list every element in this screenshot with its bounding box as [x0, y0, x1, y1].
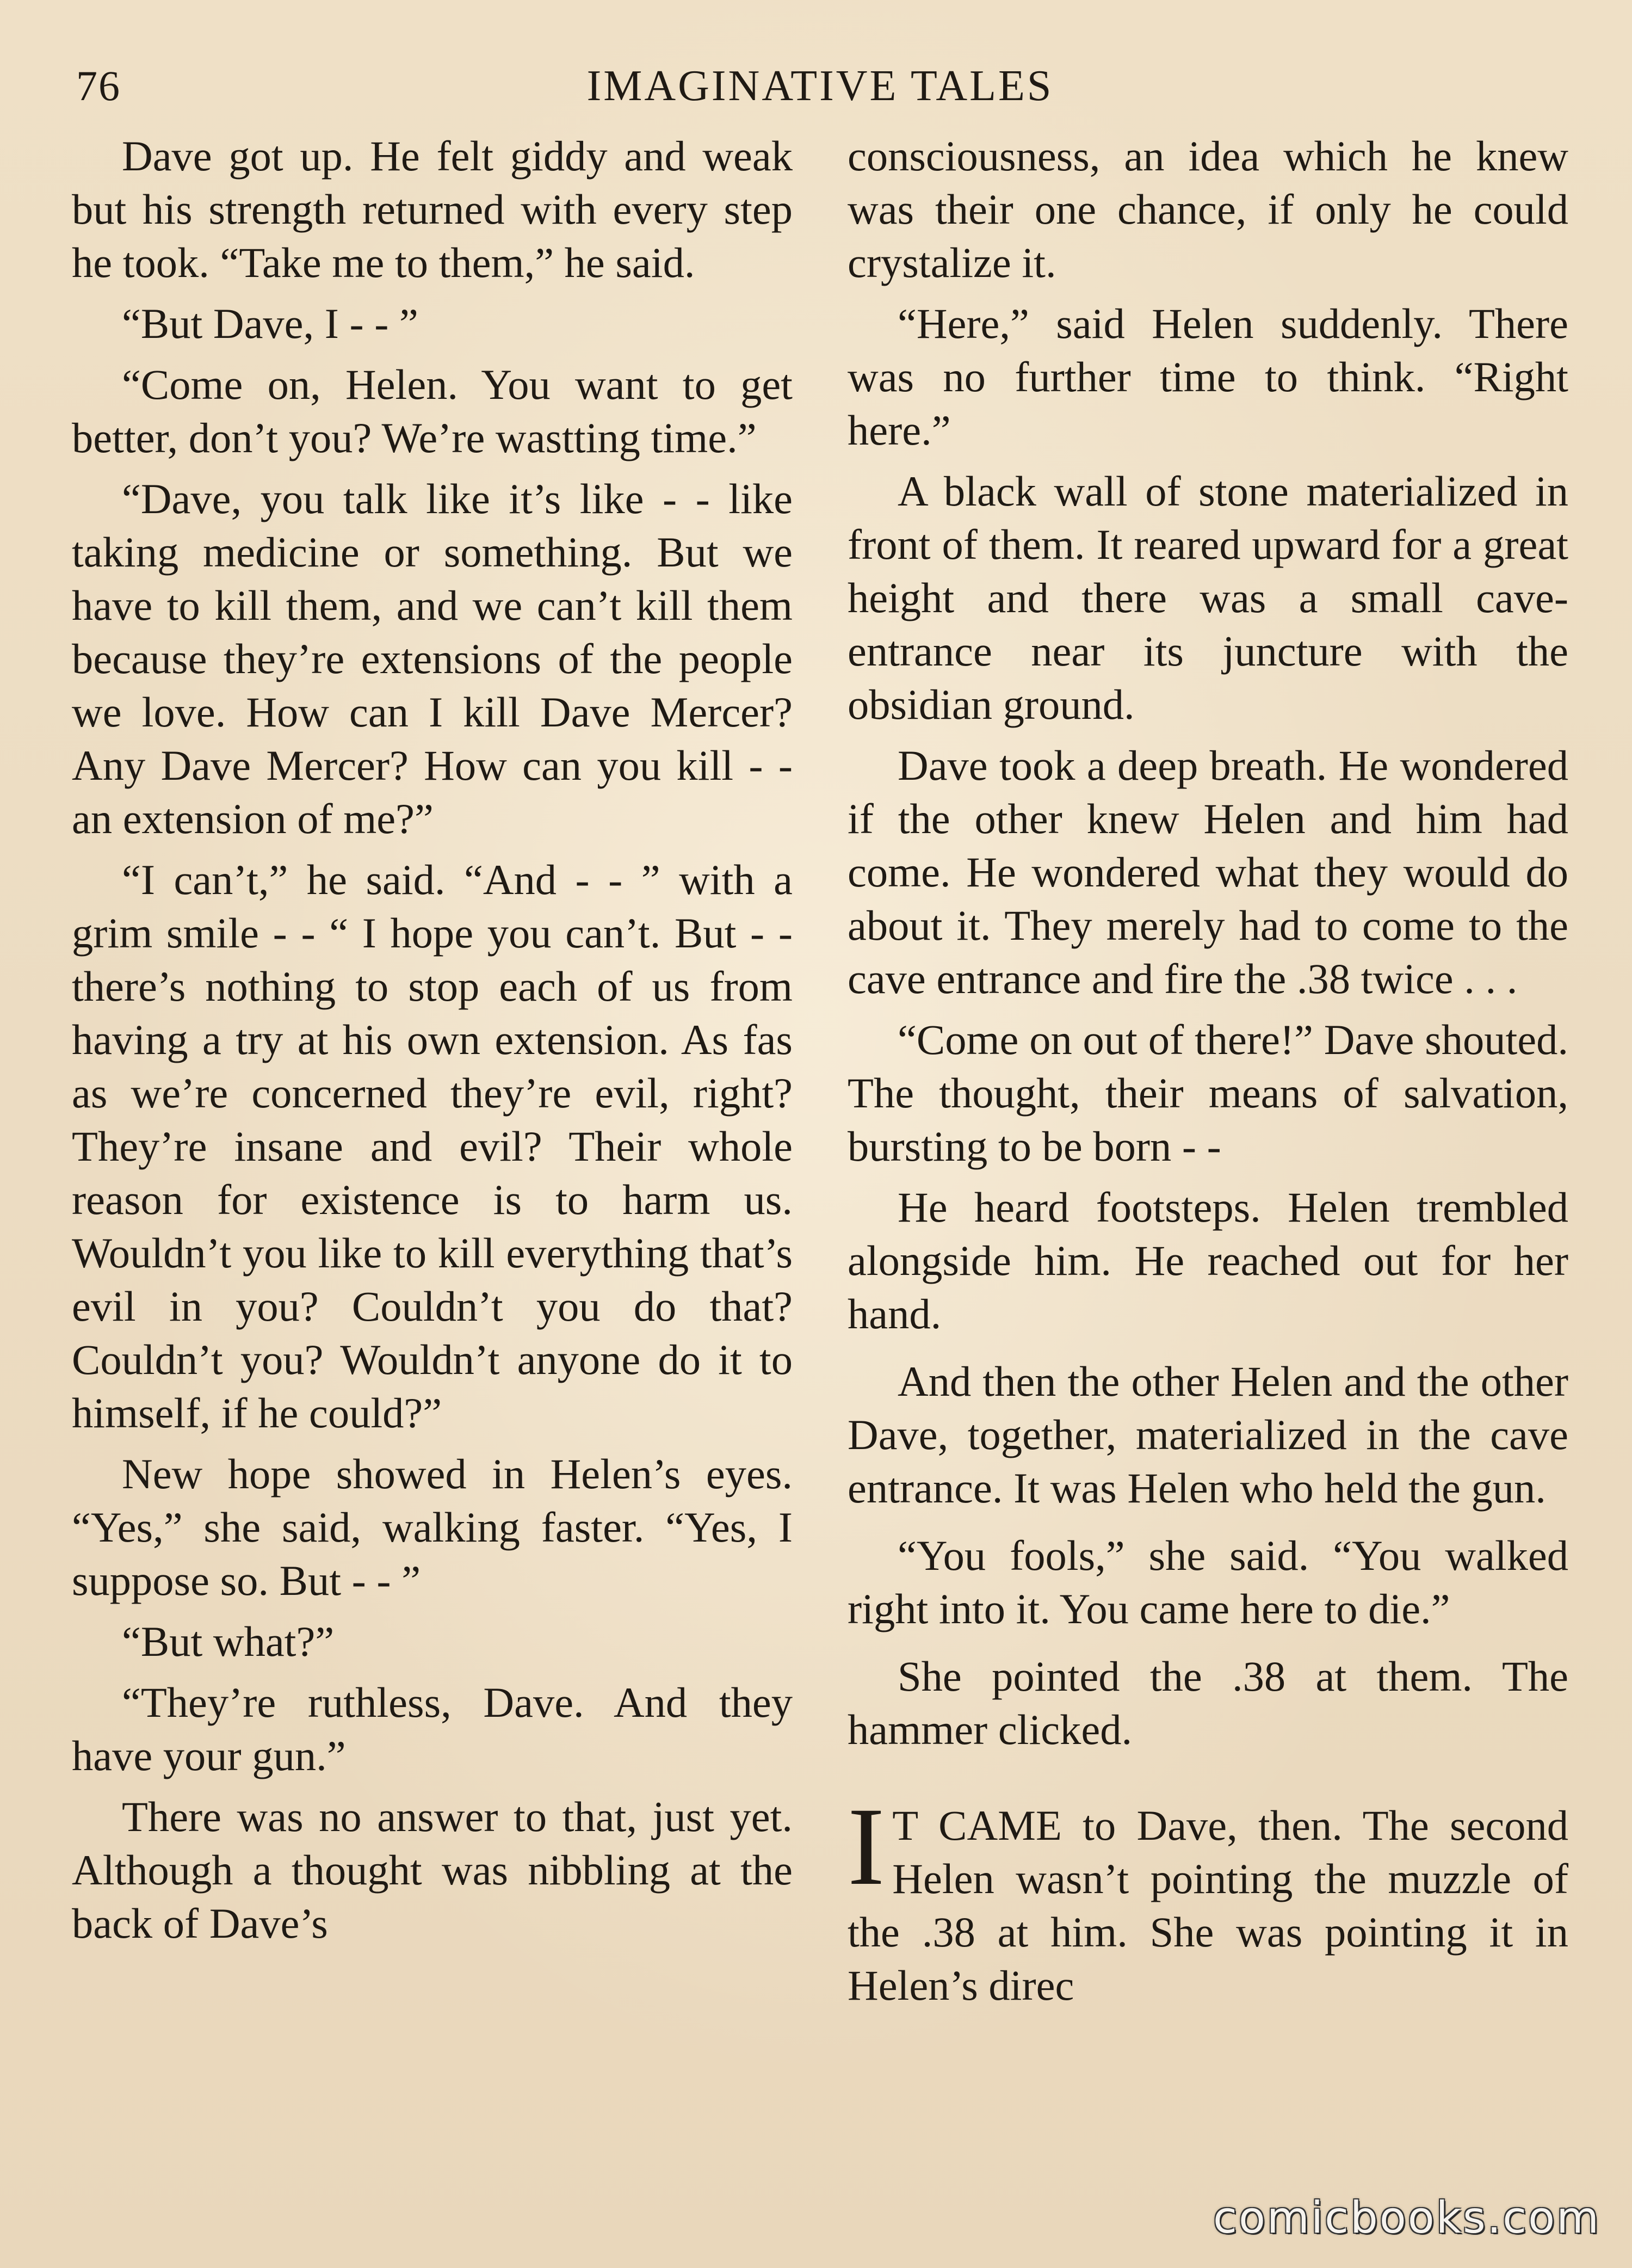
left-column: [72, 130, 793, 1958]
paragraph: “Dave, you talk like it’s like - - like taking medicine or something. But we have to kill them, and we can’t kill them because they’re extensions of the people we love. How can I kill Dave Mercer? Any Dave Mercer? How can you kill - - an extension of me?”: [72, 475, 793, 842]
paragraph-continuation: consciousness, an idea which he knew was their one chance, if only he could crystalize it.: [848, 132, 1568, 286]
drop-cap: I: [848, 1785, 885, 1908]
paragraph: “Here,” said Helen suddenly. There was no further time to think. “Right here.”: [848, 300, 1568, 454]
paragraph: “They’re ruthless, Dave. And they have your gun.”: [72, 1679, 793, 1779]
paragraph: He heard footsteps. Helen trembled alongside him. He reached out for her hand.: [848, 1184, 1568, 1338]
right-column: [848, 130, 1568, 2020]
paragraph: She pointed the .38 at them. The hammer clicked.: [848, 1653, 1568, 1753]
paragraph: There was no answer to that, just yet. Although a thought was nibbling at the back of Dave’s: [72, 1793, 793, 1947]
watermark-logo: comicbooks.com: [1213, 2192, 1600, 2243]
paragraph: Dave took a deep breath. He wondered if the other knew Helen and him had come. He wondered what they would do about it. They merely had to come to the cave entrance and fire the .38 twice . . .: [848, 742, 1568, 1002]
paragraph: “Come on out of there!” Dave shouted. The thought, their means of salvation, bursting to be born - -: [848, 1016, 1568, 1170]
section-text: T CAME to Dave, then. The second Helen wasn’t pointing the muzzle of the .38 at him. She was pointing it in Helen’s direc: [848, 1802, 1568, 2009]
page-header: [71, 52, 1569, 112]
paragraph: “You fools,” she said. “You walked right into it. You came here to die.”: [848, 1532, 1568, 1632]
paragraph: A black wall of stone materialized in front of them. It reared upward for a great height and there was a small cave-entrance near its juncture with the obsidian ground.: [848, 467, 1568, 728]
paragraph: And then the other Helen and the other Dave, together, materialized in the cave entrance. It was Helen who held the gun.: [848, 1358, 1568, 1512]
section-paragraph: [848, 1785, 1568, 2012]
page-number: 76: [76, 62, 121, 109]
paragraph: “I can’t,” he said. “And - - ” with a grim smile - - “ I hope you can’t. But - - there’s nothing to stop each of us from having a try at his own extension. As fas as we’re concerned they’re evil, right? They’re insane and evil? Their whole reason for existence is to harm us. Wouldn’t you like to kill everything that’s evil in you? Couldn’t you do that? Couldn’t you? Wouldn’t anyone do it to himself, if he could?”: [72, 856, 793, 1437]
paragraph: “But Dave, I - - ”: [122, 300, 418, 347]
paragraph: “But what?”: [122, 1618, 335, 1665]
paragraph: New hope showed in Helen’s eyes. “Yes,” she said, walking faster. “Yes, I suppose so. But - - ”: [72, 1450, 793, 1604]
paragraph: Dave got up. He felt giddy and weak but his strength returned with every step he took. “Take me to them,” he said.: [72, 132, 793, 286]
running-title: IMAGINATIVE TALES: [586, 62, 1054, 110]
paragraph: “Come on, Helen. You want to get better, don’t you? We’re wastting time.”: [72, 361, 793, 461]
